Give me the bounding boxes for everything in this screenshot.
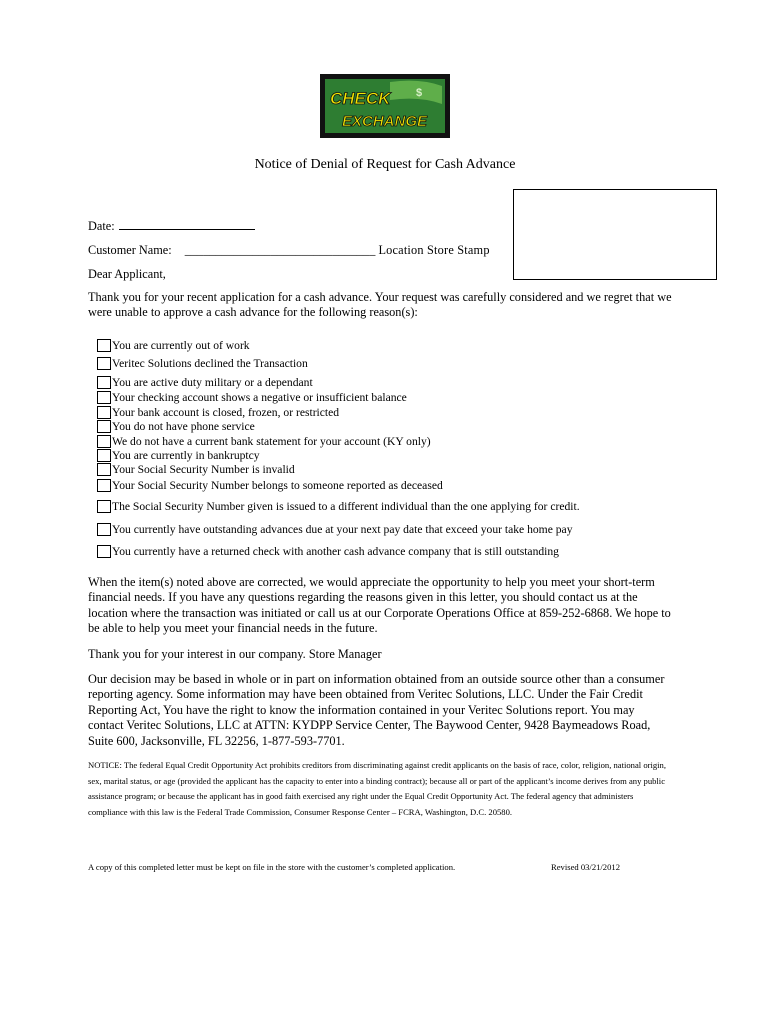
- location-store-stamp-label: Location Store Stamp: [378, 243, 490, 257]
- list-item: [97, 545, 559, 558]
- checkbox[interactable]: [97, 435, 111, 448]
- intro-paragraph: Thank you for your recent application for a cash advance. Your request was carefully considered and we regret that we were unable to approve a cash advance for the following reason(s):: [88, 290, 672, 320]
- checkbox[interactable]: [97, 463, 111, 476]
- check-exchange-logo: [320, 74, 450, 138]
- list-item: [97, 376, 313, 389]
- checkbox[interactable]: [97, 420, 111, 433]
- checkbox[interactable]: [97, 339, 111, 352]
- checkbox[interactable]: [97, 449, 111, 462]
- date-field[interactable]: [119, 218, 255, 230]
- reason-label: Veritec Solutions declined the Transaction: [112, 357, 308, 370]
- list-item: [97, 357, 308, 370]
- reason-label: You are currently in bankruptcy: [112, 449, 260, 462]
- corrected-paragraph: When the item(s) noted above are corrected, we would appreciate the opportunity to help you meet your short-term financial needs. If you have any questions regarding the reasons given in this letter, you should contact us at the location where the transaction was initiated or call us at our Corporate Operations Office at 859-252-6868. We hope to be able to help you meet your financial needs in the future.: [88, 575, 671, 636]
- reason-label: You currently have outstanding advances due at your next pay date that exceed your take home pay: [112, 523, 573, 536]
- list-item: [97, 339, 250, 352]
- list-item: [97, 420, 255, 433]
- list-item: [97, 463, 295, 476]
- page-title: Notice of Denial of Request for Cash Advance: [254, 157, 516, 172]
- logo-word-check: CHECK: [330, 89, 391, 108]
- revised-date: Revised 03/21/2012: [551, 862, 620, 872]
- list-item: [97, 391, 407, 404]
- checkbox[interactable]: [97, 406, 111, 419]
- store-stamp-box[interactable]: [513, 189, 717, 280]
- customer-name-label: Customer Name:: [88, 243, 172, 257]
- logo-word-exchange: EXCHANGE: [342, 113, 428, 130]
- logo-money-sign: $: [416, 87, 423, 99]
- list-item: [97, 479, 443, 492]
- list-item: [97, 500, 580, 513]
- checkbox[interactable]: [97, 391, 111, 404]
- reason-label: Your Social Security Number belongs to someone reported as deceased: [112, 479, 443, 492]
- list-item: [97, 406, 339, 419]
- footer-note: A copy of this completed letter must be kept on file in the store with the customer’s completed application.: [88, 862, 456, 872]
- checkbox[interactable]: [97, 376, 111, 389]
- reason-label: You are active duty military or a dependant: [112, 376, 313, 389]
- reason-label: You are currently out of work: [112, 339, 250, 352]
- checkbox[interactable]: [97, 479, 111, 492]
- checkbox[interactable]: [97, 545, 111, 558]
- reason-label: Your bank account is closed, frozen, or restricted: [112, 406, 340, 419]
- date-row: [88, 218, 255, 234]
- reason-label: Your checking account shows a negative or insufficient balance: [112, 391, 407, 404]
- checkbox[interactable]: [97, 357, 111, 370]
- list-item: [97, 523, 573, 536]
- customer-name-field[interactable]: _______________________________: [184, 243, 376, 257]
- reason-label: The Social Security Number given is issued to a different individual than the one applying for credit.: [112, 500, 580, 513]
- checkbox[interactable]: [97, 500, 111, 513]
- greeting: Dear Applicant,: [88, 267, 166, 281]
- checkbox[interactable]: [97, 523, 111, 536]
- decision-paragraph: Our decision may be based in whole or in part on information obtained from an outside source other than a consumer reporting agency. Some information may have been obtained from Veritec Solutions, LLC. Under the Fair Credit Reporting Act, You have the right to know the information contained in your Veritec Solutions report. You may contact Veritec Solutions, LLC at ATTN: KYDPP Service Center, The Baywood Center, 9428 Baymeadows Road, Suite 600, Jacksonville, FL 32256, 1-877-593-7701.: [88, 672, 665, 748]
- reason-label: You do not have phone service: [112, 420, 255, 433]
- list-item: [97, 435, 431, 448]
- reason-label: We do not have a current bank statement for your account (KY only): [112, 435, 431, 448]
- ecoa-notice-paragraph: NOTICE: The federal Equal Credit Opportunity Act prohibits creditors from discriminating against credit applicants on the basis of race, color, religion, national origin, sex, marital status, or age (provided the applicant has the capacity to enter into a binding contract); because all or part of the applicant’s income derives from any public assistance program; or because the applicant has in good faith exercised any right under the Equal Credit Opportunity Act. The federal agency that administers compliance with this law is the Federal Trade Commission, Consumer Response Center – FCRA, Washington, D.C. 20580.: [88, 760, 666, 817]
- customer-name-row: [88, 243, 490, 258]
- reason-label: You currently have a returned check with another cash advance company that is still outstanding: [112, 545, 559, 558]
- list-item: [97, 449, 260, 462]
- thanks-line: Thank you for your interest in our company. Store Manager: [88, 647, 382, 661]
- date-label: Date:: [88, 219, 115, 233]
- reason-label: Your Social Security Number is invalid: [112, 463, 295, 476]
